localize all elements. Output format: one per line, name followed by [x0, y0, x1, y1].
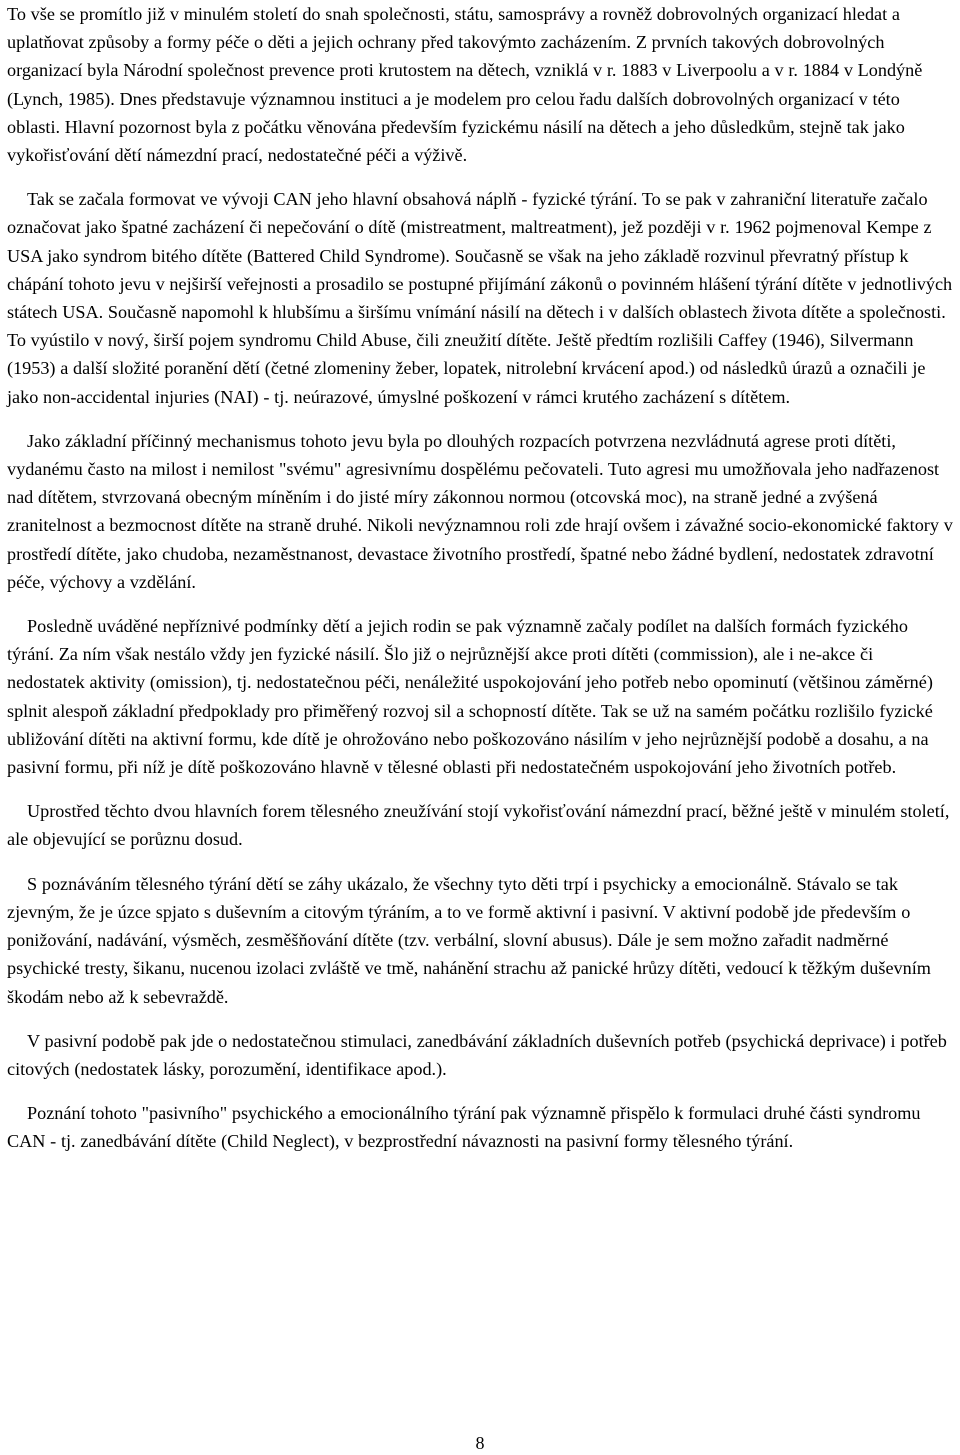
paragraph-1: To vše se promítlo již v minulém století do snah společnosti, státu, samosprávy a rovněž dobrovolných organizací hledat a uplatňovat způsoby a formy péče o děti a jejich ochrany před takovýmto zacházením. Z prvních takových dobrovolných organizací byla Národní společnost prevence proti krutostem na dětech, vzniklá v r. 1883 v Liverpoolu a v r. 1884 v Londýně (Lynch, 1985). Dnes představuje významnou instituci a je modelem pro celou řadu dalších dobrovolných organizací v této oblasti. Hlavní pozornost byla z počátku věnována především fyzickému násilí na dětech a jeho důsledkům, stejně tak jako vykořisťování dětí námezdní prací, nedostatečné péči a výživě.	[7, 4, 923, 166]
paragraph-8: Poznání tohoto "pasivního" psychického a emocionálního týrání pak významně přispělo k formulaci druhé části syndromu CAN - tj. zanedbávání dítěte (Child Neglect), v bezprostřední návaznosti na pasivní formy tělesného týrání.	[7, 1103, 921, 1152]
paragraph-4: Posledně uváděné nepříznivé podmínky dětí a jejich rodin se pak významně začaly podílet na dalších formách fyzického týrání. Za ním však nestálo vždy jen fyzické násilí. Šlo již o nejrůznější akce proti dítěti (commission), ale i ne-akce či nedostatek aktivity (omission), tj. nedostatečnou péči, nenáležité uspokojování jeho potřeb nebo opominutí (většinou záměrné) splnit alespoň základní předpoklady pro přiměřený rozvoj sil a schopností dítěte. Tak se už na samém počátku rozlišilo fyzické ubližování dítěti na aktivní formu, kde dítě je ohrožováno nebo poškozováno násilím v jeho nejrůznější podobě a dosahu, a na pasivní formu, při níž je dítě poškozováno hlavně v tělesné oblasti při nedostatečném uspokojování jeho životních potřeb.	[7, 616, 933, 778]
document-body	[7, 0, 955, 1172]
paragraph-5: Uprostřed těchto dvou hlavních forem tělesného zneužívání stojí vykořisťování námezdní prací, běžné ještě v minulém století, ale objevující se porůznu dosud.	[7, 801, 950, 850]
page-number: 8	[475, 1433, 485, 1453]
paragraph-2: Tak se začala formovat ve vývoji CAN jeho hlavní obsahová náplň - fyzické týrání. To se pak v zahraniční literatuře začalo označovat jako špatné zacházení či nepečování o dítě (mistreatment, maltreatment), jež později v r. 1962 pojmenoval Kempe z USA jako syndrom bitého dítěte (Battered Child Syndrome). Současně se však na jeho základě rozvinul převratný přístup k chápání tohoto jevu v nejširší veřejnosti a prosadilo se postupné přijímání zákonů o povinném hlášení týrání dítěte v jednotlivých státech USA. Současně napomohl k hlubšímu a širšímu vnímání násilí na dětech i v dalších oblastech života dítěte a společnosti. To vyústilo v nový, širší pojem syndromu Child Abuse, čili zneužití dítěte. Ještě předtím rozlišili Caffey (1946), Silvermann (1953) a další složité poranění dětí (četné zlomeniny žeber, lopatek, nitrolební krvácení apod.) od následků úrazů a označili je jako non-accidental injuries (NAI) - tj. neúrazové, úmyslné poškození v rámci krutého zacházení s dítětem.	[7, 189, 953, 407]
paragraph-3: Jako základní příčinný mechanismus tohoto jevu byla po dlouhých rozpacích potvrzena nezvládnutá agrese proti dítěti, vydanému často na milost i nemilost "svému" agresivnímu dospělému pečovateli. Tuto agresi mu umožňovala jeho nadřazenost nad dítětem, stvrzovaná obecným míněním i do jisté míry zákonnou normou (otcovská moc), na straně jedné a zvýšená zranitelnost a bezmocnost dítěte na straně druhé. Nikoli nevýznamnou roli zde hrají ovšem i závažné socio-ekonomické faktory v prostředí dítěte, jako chudoba, nezaměstnanost, devastace životního prostředí, špatné nebo žádné bydlení, nedostatek zdravotní péče, výchovy a vzdělání.	[7, 430, 953, 592]
paragraph-7: V pasivní podobě pak jde o nedostatečnou stimulaci, zanedbávání základních duševních potřeb (psychická deprivace) i potřeb citových (nedostatek lásky, porozumění, identifikace apod.).	[7, 1030, 947, 1079]
paragraph-6: S poznáváním tělesného týrání dětí se záhy ukázalo, že všechny tyto děti trpí i psychicky a emocionálně. Stávalo se tak zjevným, že je úzce spjato s duševním a citovým týráním, a to ve formě aktivní i pasivní. V aktivní podobě jde především o ponižování, nadávání, výsměch, zesměšňování dítěte (tzv. verbální, slovní abusus). Dále je sem možno zařadit nadměrné psychické tresty, šikanu, nucenou izolaci zvláště ve tmě, nahánění strachu až panické hrůzy dítěti, vedoucí k těžkým duševním škodám nebo až k sebevraždě.	[7, 873, 931, 1007]
